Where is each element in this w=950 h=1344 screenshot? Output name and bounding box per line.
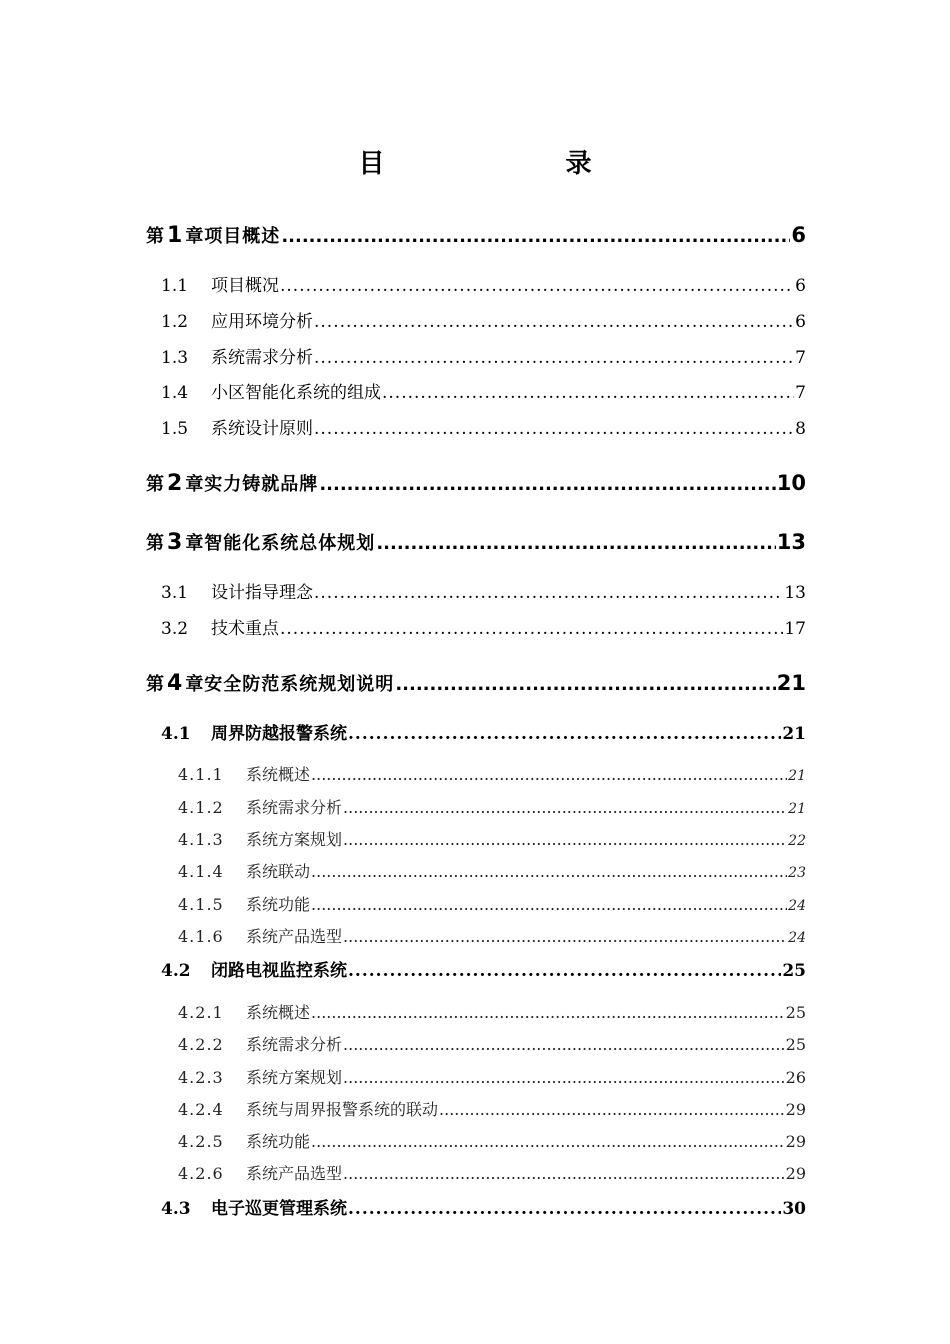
chapter-number: 4 — [167, 671, 184, 696]
subsection-number: 4.1.1 — [178, 765, 224, 784]
subsection-title: 系统与周界报警系统的联动 — [246, 1100, 439, 1119]
section-number: 3.2 — [161, 619, 189, 639]
leader-dots — [348, 961, 781, 981]
leader-dots — [348, 1199, 781, 1219]
subsection-title: 系统概述 — [246, 765, 311, 784]
leader-dots — [395, 674, 775, 695]
toc-subsection-4-2-5[interactable] — [178, 1129, 806, 1152]
subsection-title: 系统方案规划 — [246, 1068, 343, 1087]
subsection-title: 系统方案规划 — [246, 830, 343, 849]
section-title: 设计指导理念 — [211, 583, 313, 603]
page-number: 7 — [795, 348, 806, 368]
page-number: 30 — [782, 1199, 806, 1219]
toc-section-3-1[interactable] — [161, 578, 806, 603]
leader-dots — [348, 724, 781, 744]
section-title: 电子巡更管理系统 — [211, 1199, 347, 1219]
page-number: 21 — [776, 671, 806, 695]
leader-dots — [343, 798, 787, 817]
page-number: 25 — [785, 1035, 806, 1054]
chapter-prefix: 第 — [146, 226, 165, 247]
page-number: 21 — [782, 724, 806, 744]
section-title: 系统需求分析 — [211, 348, 313, 368]
leader-dots — [439, 1100, 785, 1119]
toc-subsection-4-2-6[interactable] — [178, 1161, 806, 1184]
leader-dots — [311, 862, 787, 881]
toc-subsection-4-1-5[interactable] — [178, 892, 806, 915]
chapter-prefix: 第 — [146, 674, 165, 695]
toc-chapter-4[interactable] — [146, 670, 806, 696]
page-number: 17 — [784, 619, 806, 639]
page-number: 22 — [788, 833, 806, 849]
toc-subsection-4-1-2[interactable] — [178, 795, 806, 818]
section-number: 1.4 — [161, 383, 189, 403]
toc-subsection-4-2-4[interactable] — [178, 1097, 806, 1120]
section-title: 技术重点 — [211, 619, 279, 639]
page-number: 29 — [785, 1164, 806, 1183]
toc-subsection-4-2-2[interactable] — [178, 1032, 806, 1055]
leader-dots — [343, 1164, 785, 1183]
section-title: 闭路电视监控系统 — [211, 961, 347, 981]
subsection-number: 4.2.6 — [178, 1164, 224, 1183]
leader-dots — [311, 1132, 785, 1151]
subsection-title: 系统产品选型 — [246, 927, 343, 946]
leader-dots — [314, 312, 794, 332]
toc-title: 目 录 — [358, 149, 678, 179]
page-number: 10 — [776, 471, 806, 495]
section-number: 1.5 — [161, 419, 189, 439]
leader-dots — [343, 830, 787, 849]
page-number: 23 — [788, 865, 806, 881]
subsection-number: 4.1.5 — [178, 895, 224, 914]
leader-dots — [314, 583, 783, 603]
toc-section-4-2[interactable] — [161, 956, 806, 981]
page-number: 24 — [788, 898, 806, 914]
toc-section-1-4[interactable] — [161, 378, 806, 403]
page-number: 13 — [776, 530, 806, 554]
page-number: 24 — [788, 930, 806, 946]
section-title: 系统设计原则 — [211, 419, 313, 439]
chapter-title: 章智能化系统总体规划 — [185, 533, 376, 554]
page-number: 29 — [785, 1132, 806, 1151]
toc-chapter-3[interactable] — [146, 529, 806, 555]
toc-section-1-2[interactable] — [161, 307, 806, 332]
section-title: 周界防越报警系统 — [211, 724, 347, 744]
section-title: 应用环境分析 — [211, 312, 313, 332]
chapter-number: 3 — [167, 530, 184, 555]
toc-subsection-4-2-1[interactable] — [178, 1000, 806, 1023]
leader-dots — [280, 276, 794, 296]
subsection-number: 4.2.1 — [178, 1003, 224, 1022]
page-number: 29 — [785, 1100, 806, 1119]
page-number: 7 — [795, 383, 806, 403]
chapter-number: 1 — [167, 223, 184, 248]
section-title: 项目概况 — [211, 276, 279, 296]
page-number: 13 — [784, 583, 806, 603]
subsection-title: 系统需求分析 — [246, 798, 343, 817]
toc-section-4-1[interactable] — [161, 719, 806, 744]
subsection-number: 4.2.2 — [178, 1035, 224, 1054]
leader-dots — [343, 1035, 785, 1054]
toc-subsection-4-1-1[interactable] — [178, 762, 806, 785]
toc-chapter-2[interactable] — [146, 470, 806, 496]
toc-section-1-3[interactable] — [161, 343, 806, 368]
section-number: 1.2 — [161, 312, 189, 332]
toc-section-1-5[interactable] — [161, 414, 806, 439]
subsection-number: 4.1.6 — [178, 927, 224, 946]
toc-subsection-4-1-4[interactable] — [178, 859, 806, 882]
leader-dots — [311, 765, 787, 784]
subsection-title: 系统功能 — [246, 1132, 311, 1151]
leader-dots — [319, 474, 775, 495]
section-number: 1.1 — [161, 276, 189, 296]
page-number: 21 — [788, 801, 806, 817]
toc-section-4-3[interactable] — [161, 1194, 806, 1219]
toc-subsection-4-1-3[interactable] — [178, 827, 806, 850]
page-number: 6 — [795, 276, 806, 296]
section-number: 4.1 — [161, 724, 191, 744]
leader-dots — [314, 419, 794, 439]
subsection-number: 4.2.3 — [178, 1068, 224, 1087]
leader-dots — [343, 927, 787, 946]
page-number: 6 — [795, 312, 806, 332]
toc-subsection-4-1-6[interactable] — [178, 924, 806, 947]
page-number: 21 — [788, 768, 806, 784]
subsection-title: 系统需求分析 — [246, 1035, 343, 1054]
chapter-number: 2 — [167, 471, 184, 496]
chapter-title: 章安全防范系统规划说明 — [185, 674, 395, 695]
subsection-title: 系统联动 — [246, 862, 311, 881]
leader-dots — [343, 1068, 785, 1087]
subsection-number: 4.1.3 — [178, 830, 224, 849]
toc-chapter-1[interactable] — [146, 222, 806, 248]
page-number: 6 — [791, 223, 806, 247]
leader-dots — [281, 226, 790, 247]
leader-dots — [382, 383, 794, 403]
page-number: 25 — [782, 961, 806, 981]
subsection-title: 系统产品选型 — [246, 1164, 343, 1183]
subsection-title: 系统概述 — [246, 1003, 311, 1022]
toc-section-3-2[interactable] — [161, 614, 806, 639]
leader-dots — [376, 533, 775, 554]
subsection-number: 4.1.2 — [178, 798, 224, 817]
subsection-number: 4.2.4 — [178, 1100, 224, 1119]
subsection-title: 系统功能 — [246, 895, 311, 914]
leader-dots — [314, 348, 794, 368]
toc-subsection-4-2-3[interactable] — [178, 1065, 806, 1088]
leader-dots — [280, 619, 783, 639]
section-number: 4.3 — [161, 1199, 191, 1219]
page-number: 8 — [795, 419, 806, 439]
chapter-prefix: 第 — [146, 533, 165, 554]
leader-dots — [311, 1003, 785, 1022]
section-number: 3.1 — [161, 583, 189, 603]
page-number: 25 — [785, 1003, 806, 1022]
leader-dots — [311, 895, 787, 914]
section-number: 4.2 — [161, 961, 191, 981]
chapter-title: 章项目概述 — [185, 226, 281, 247]
section-title: 小区智能化系统的组成 — [211, 383, 381, 403]
toc-section-1-1[interactable] — [161, 271, 806, 296]
subsection-number: 4.2.5 — [178, 1132, 224, 1151]
section-number: 1.3 — [161, 348, 189, 368]
page-number: 26 — [785, 1068, 806, 1087]
chapter-title: 章实力铸就品牌 — [185, 474, 319, 495]
chapter-prefix: 第 — [146, 474, 165, 495]
subsection-number: 4.1.4 — [178, 862, 224, 881]
